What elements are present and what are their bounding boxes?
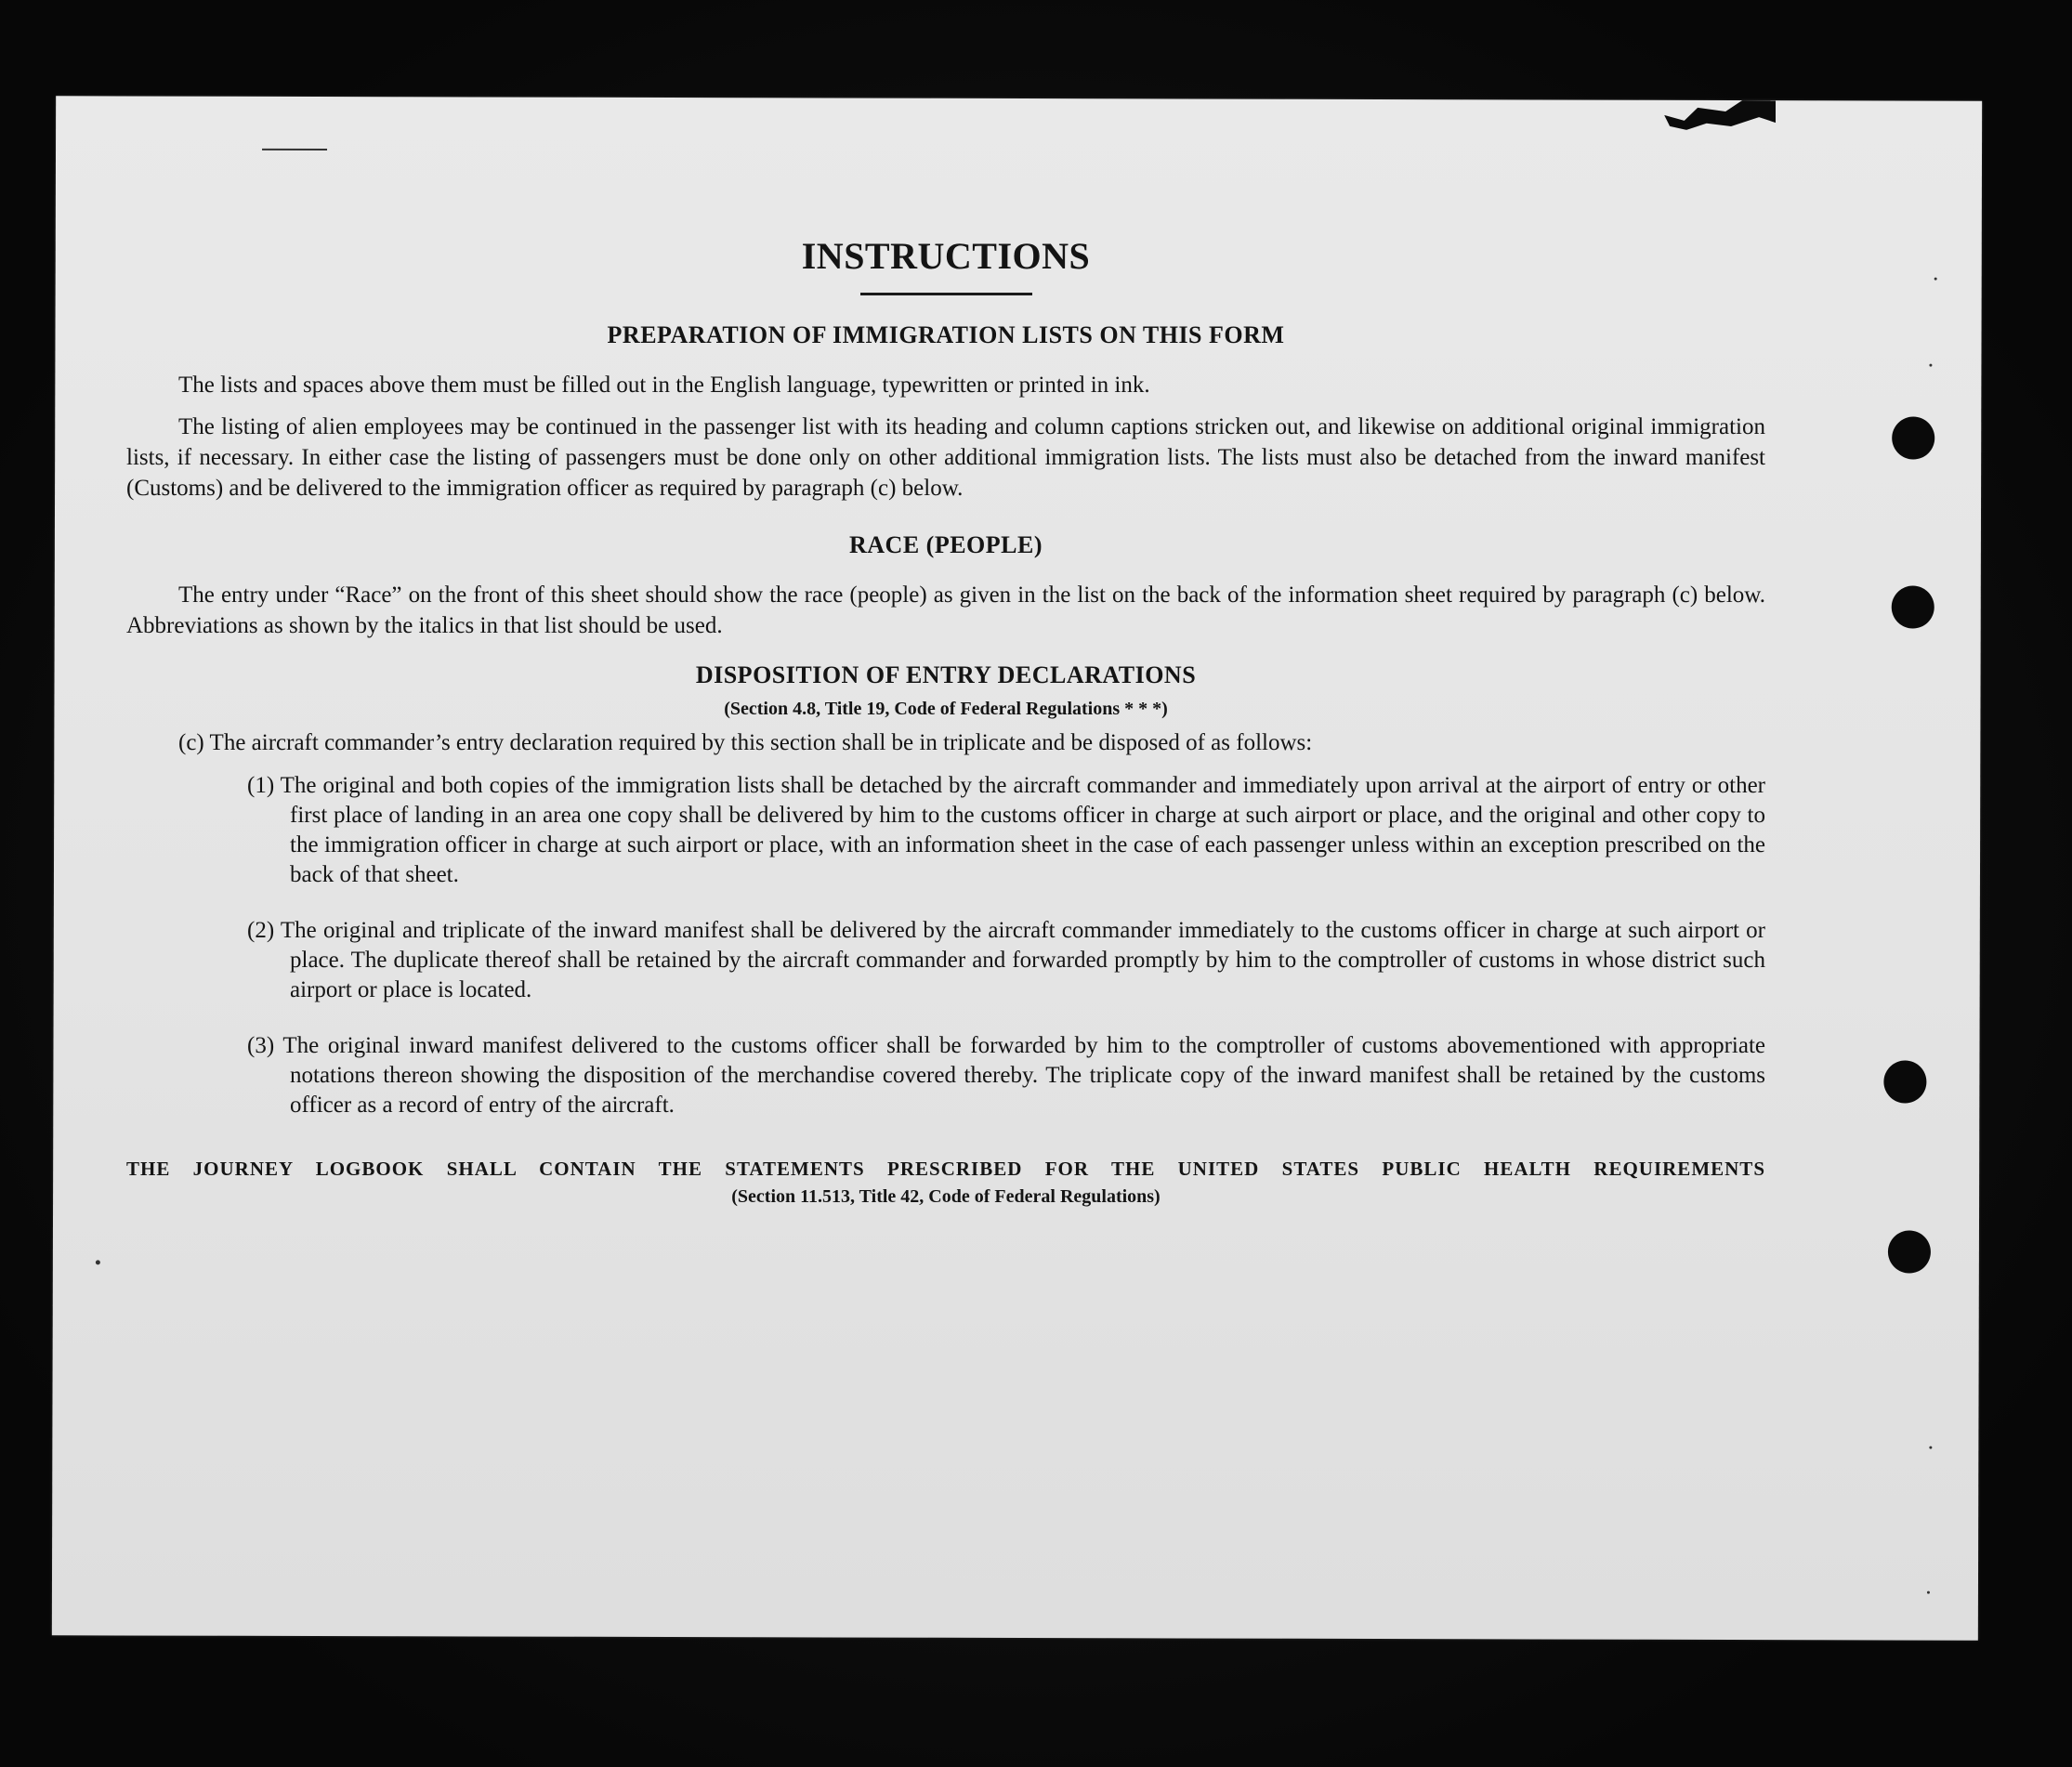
section-heading-disposition: DISPOSITION OF ENTRY DECLARATIONS — [695, 661, 1197, 688]
clause-c: (c) The aircraft commander’s entry declaration required by this section shall be in triplicate and be disposed of as follows: — [178, 730, 1313, 755]
punch-hole-4 — [1888, 1230, 1931, 1273]
section-heading-race: RACE (PEOPLE) — [849, 531, 1043, 558]
ink-speck — [1934, 278, 1937, 281]
punch-hole-3 — [1883, 1060, 1926, 1103]
list-item-1: (1) The original and both copies of the immigration lists shall be detached by the aircraft commander and immediately upon arrival at the airport of entry or other first place of landing in an area one copy shall be delivered by him to the customs officer in charge at such airport or place, and the original and other copy to the immigration officer in charge at such airport or place, with an information sheet in the case of each passenger unless within an exception prescribed on the back of that sheet. — [247, 773, 1765, 887]
ink-speck — [1929, 1446, 1932, 1449]
citation-title-19: (Section 4.8, Title 19, Code of Federal Regulations * * *) — [724, 699, 1168, 719]
page-title: INSTRUCTIONS — [801, 235, 1091, 277]
paragraph-preparation-2: The listing of alien employees may be continued in the passenger list with its heading and column captions stricken out, and likewise on additional original immigration lists, if necessary. In either case the listing of passengers must be done only on other additional immigration lists. The lists must also be detached from the inward manifest (Customs) and be delivered to the immigration officer as required by paragraph (c) below. — [126, 414, 1765, 501]
torn-corner — [1664, 100, 1776, 137]
paragraph-preparation-1: The lists and spaces above them must be filled out in the English language, typewritten or printed in ink. — [178, 373, 1150, 398]
ink-speck — [262, 149, 327, 151]
list-item-3: (3) The original inward manifest delivered to the customs officer shall be forwarded by him to the comptroller of customs abovementioned with appropriate notations thereon showing the disposition of the merchandise covered thereby. The triplicate copy of the inward manifest shall be retained by the customs officer as a record of entry of the aircraft. — [247, 1033, 1765, 1118]
ink-speck — [1929, 364, 1932, 367]
section-heading-preparation: PREPARATION OF IMMIGRATION LISTS ON THIS FORM — [607, 321, 1285, 348]
footer-citation: (Section 11.513, Title 42, Code of Federal Regulations) — [731, 1186, 1161, 1207]
footer-statement: THE JOURNEY LOGBOOK SHALL CONTAIN THE STATEMENTS PRESCRIBED FOR THE UNITED STATES PUBLIC HEALTH REQUIREMENTS — [126, 1158, 1765, 1180]
ink-speck — [1927, 1591, 1930, 1594]
ink-speck — [96, 1260, 100, 1264]
punch-hole-2 — [1892, 585, 1934, 628]
punch-hole-1 — [1892, 416, 1934, 459]
paragraph-race: The entry under “Race” on the front of this sheet should show the race (people) as given in the list on the back of the information sheet required by paragraph (c) below. Abbreviations as shown by the italics in that list should be used. — [126, 582, 1765, 638]
list-item-2: (2) The original and triplicate of the inward manifest shall be delivered by the aircraft commander immediately to the customs officer in charge at such airport or place. The duplicate thereof shall be retained by the aircraft commander and forwarded promptly by him to the comptroller of customs in whose district such airport or place is located. — [247, 918, 1765, 1002]
instructions-content — [126, 234, 1765, 1208]
